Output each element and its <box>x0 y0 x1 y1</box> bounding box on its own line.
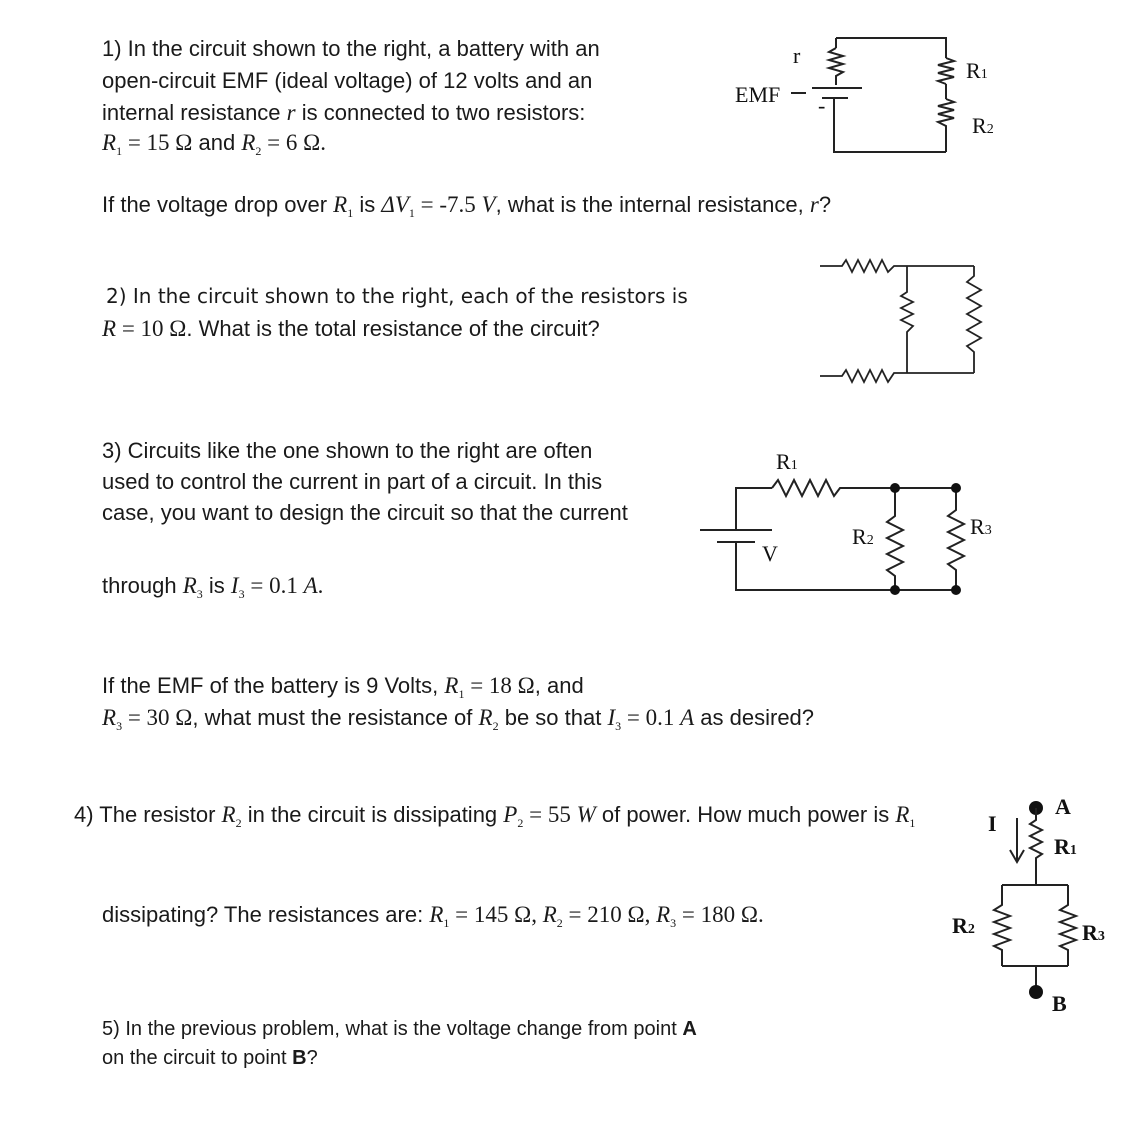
p3-line4: through $R_3$ is $I_3 = 0.1$ A. <box>102 573 324 601</box>
fig4-current-arrow <box>1010 818 1024 862</box>
p1-line2: open-circuit EMF (ideal voltage) of 12 volts and an <box>102 68 593 93</box>
fig3-r1-resistor <box>772 480 956 496</box>
fig1-label-r1: R1 <box>966 58 988 83</box>
p5-line1: 5) In the previous problem, what is the voltage change from point A <box>102 1018 697 1040</box>
fig3-node-top-r2 <box>890 483 900 493</box>
fig1-label-r: r <box>793 43 801 68</box>
circuit-fig3 <box>700 449 992 595</box>
fig3-label-v: V <box>762 541 778 566</box>
circuit-fig4 <box>952 794 1105 1016</box>
fig4-label-r3: R3 <box>1082 920 1105 945</box>
p3-question-line2: $R_3 = 30$ Ω, what must the resistance of $R_2$ be so that $I_3 = 0.1$ A as desired? <box>102 705 815 733</box>
fig4-label-r1: R1 <box>1054 834 1077 859</box>
fig1-wire-bottom <box>834 98 946 152</box>
fig1-label-r2: R2 <box>972 113 994 138</box>
fig4-label-i: I <box>988 811 997 836</box>
fig4-point-b <box>1029 985 1043 999</box>
fig4-label-b: B <box>1052 991 1067 1016</box>
fig3-r2-resistor <box>887 488 903 590</box>
p3-line1: 3) Circuits like the one shown to the right are often <box>102 438 593 463</box>
circuit-fig1 <box>735 38 994 152</box>
fig4-label-a: A <box>1055 794 1071 819</box>
fig3-label-r3: R3 <box>970 514 992 539</box>
p2-line2: R = 10 Ω. What is the total resistance of the circuit? <box>102 316 600 341</box>
fig1-r1-resistor <box>938 58 954 84</box>
p3-question-line1: If the EMF of the battery is 9 Volts, $R_1 = 18$ Ω, and <box>102 673 584 701</box>
p3-line2: used to control the current in part of a circuit. In this <box>102 469 603 494</box>
fig3-node-top-r3 <box>951 483 961 493</box>
fig4-r1-resistor <box>1030 808 1042 885</box>
p1-line4: $R_1 = 15$ Ω and $R_2 = 6$ Ω. <box>102 130 326 158</box>
p4-line2: dissipating? The resistances are: $R_1 = 145$ Ω, $R_2 = 210$ Ω, $R_3 = 180$ Ω. <box>102 902 764 930</box>
fig1-label-emf: EMF <box>735 82 781 107</box>
p1-line3: internal resistance r is connected to two resistors: <box>102 100 586 125</box>
fig3-r3-resistor <box>948 488 964 590</box>
fig3-node-bottom-r3 <box>951 585 961 595</box>
fig2-top-resistor <box>820 260 974 272</box>
circuit-fig2 <box>820 260 981 382</box>
p1-line1: 1) In the circuit shown to the right, a battery with an <box>102 36 600 61</box>
fig2-right-resistor <box>967 266 981 373</box>
fig1-r-resistor <box>829 48 843 85</box>
p3-line3: case, you want to design the circuit so that the current <box>102 500 628 525</box>
fig2-middle-resistor <box>901 266 913 373</box>
fig4-r3-resistor <box>1060 885 1076 966</box>
p4-line1: 4) The resistor $R_2$ in the circuit is dissipating $P_2 = 55$ W of power. How much power is $R_1$ <box>74 802 916 830</box>
p2-line1: 2) In the circuit shown to the right, each of the resistors is <box>106 284 688 308</box>
p5-line2: on the circuit to point B? <box>102 1047 318 1069</box>
fig3-label-r2: R2 <box>852 524 874 549</box>
fig1-r2-resistor <box>938 99 954 152</box>
fig2-bottom-resistor <box>820 370 974 382</box>
fig3-label-r1: R1 <box>776 449 798 474</box>
fig4-r2-resistor <box>994 885 1010 966</box>
fig4-label-r2: R2 <box>952 913 975 938</box>
fig3-wire-left-top <box>736 488 772 530</box>
fig3-node-bottom-r2 <box>890 585 900 595</box>
fig1-wire-top <box>836 38 946 58</box>
p1-question: If the voltage drop over $R_1$ is $\Delta V_1 = -7.5$ V, what is the internal resistance, r? <box>102 192 832 220</box>
fig1-label-minus: - <box>818 93 826 118</box>
